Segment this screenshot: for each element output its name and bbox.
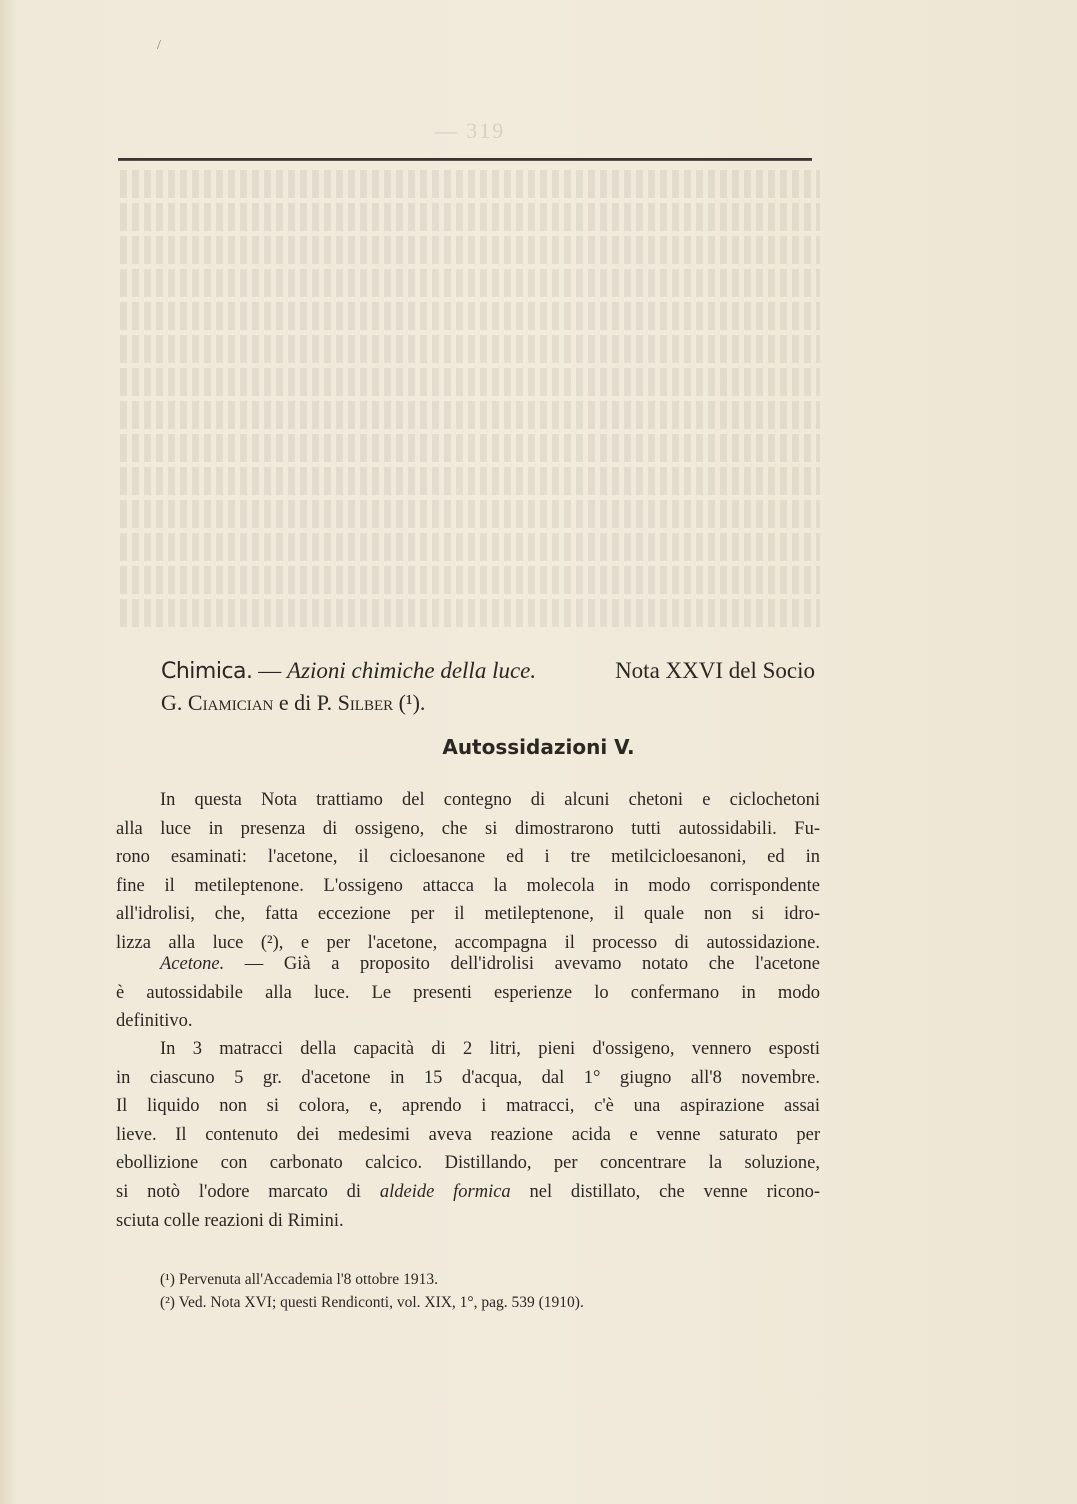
author-name-2: Silber xyxy=(337,690,394,715)
paragraph-line xyxy=(116,1178,820,1207)
paragraph-line: in ciascuno 5 gr. d'acetone in 15 d'acqua, dal 1° giugno all'8 novembre. xyxy=(116,1067,820,1088)
paragraph-2 xyxy=(116,950,820,1036)
author-initial-1: G. xyxy=(161,690,183,715)
stray-pencil-mark: / xyxy=(157,38,161,53)
footnote-ref-1: (¹). xyxy=(398,690,426,715)
author-conjunction: e di xyxy=(278,690,312,715)
paragraph-3 xyxy=(116,1035,820,1235)
section-heading: Autossidazioni V. xyxy=(442,735,635,759)
paragraph-line: In questa Nota trattiamo del contegno di alcuni chetoni e ciclochetoni xyxy=(160,790,820,810)
paragraph-line: ebollizione con carbonato calcico. Distillando, per concentrare la soluzione, xyxy=(116,1153,820,1174)
paragraph-line: lizza alla luce (²), e per l'acetone, accompagna il processo di autossidazione. xyxy=(116,932,820,953)
article-header-line-1 xyxy=(161,656,821,687)
paragraph-1 xyxy=(116,786,820,958)
paragraph-line: all'idrolisi, che, fatta eccezione per il metileptenone, il quale non si idro- xyxy=(116,904,820,925)
article-header-line-2 xyxy=(161,688,821,718)
paragraph-line: rono esaminati: l'acetone, il cicloesanone ed i tre metilcicloesanoni, ed in xyxy=(116,847,820,868)
acetone-lead: Acetone. xyxy=(160,954,225,974)
paragraph-line: Il liquido non si colora, e, aprendo i matracci, c'è una aspirazione assai xyxy=(116,1096,820,1117)
horizontal-rule xyxy=(118,158,812,161)
bleedthrough-texture xyxy=(120,170,820,670)
author-name-1: Ciamician xyxy=(187,690,274,715)
science-label: Chimica. xyxy=(161,659,253,684)
paragraph-line-text: — Già a proposito dell'idrolisi avevamo notato che l'acetone xyxy=(224,954,820,974)
nota-label: Nota XXVI del Socio xyxy=(615,658,815,683)
paragraph-line xyxy=(116,950,820,979)
paragraph-line: lieve. Il contenuto dei medesimi aveva reazione acida e venne saturato per xyxy=(116,1124,820,1145)
paragraph-line: In 3 matracci della capacità di 2 litri, pieni d'ossigeno, vennero esposti xyxy=(160,1039,820,1059)
aldeide-formica-term: aldeide formica xyxy=(379,1181,511,1202)
footnote-1: (¹) Pervenuta all'Accademia l'8 ottobre 1913. xyxy=(160,1271,438,1288)
paragraph-line: sciuta colle reazioni di Rimini. xyxy=(116,1210,344,1231)
paragraph-line-text: si notò l'odore marcato di xyxy=(116,1181,380,1202)
article-title: Azioni chimiche della luce. xyxy=(287,658,537,683)
header-dash: — xyxy=(258,658,282,683)
paragraph-line-text: nel distillato, che venne ricono- xyxy=(510,1181,820,1202)
author-initial-2: P. xyxy=(316,690,333,715)
footnote-2: (²) Ved. Nota XVI; questi Rendiconti, vol. XIX, 1°, pag. 539 (1910). xyxy=(160,1294,584,1311)
paragraph-line: alla luce in presenza di ossigeno, che si dimostrarono tutti autossidabili. Fu- xyxy=(116,818,820,839)
paragraph-line: definitivo. xyxy=(116,1011,193,1032)
paragraph-line: è autossidabile alla luce. Le presenti esperienze lo confermano in modo xyxy=(116,982,820,1003)
paragraph-line: fine il metileptenone. L'ossigeno attacca la molecola in modo corrispondente xyxy=(116,875,820,896)
page-number-bleedthrough: — 319 — xyxy=(434,118,506,169)
